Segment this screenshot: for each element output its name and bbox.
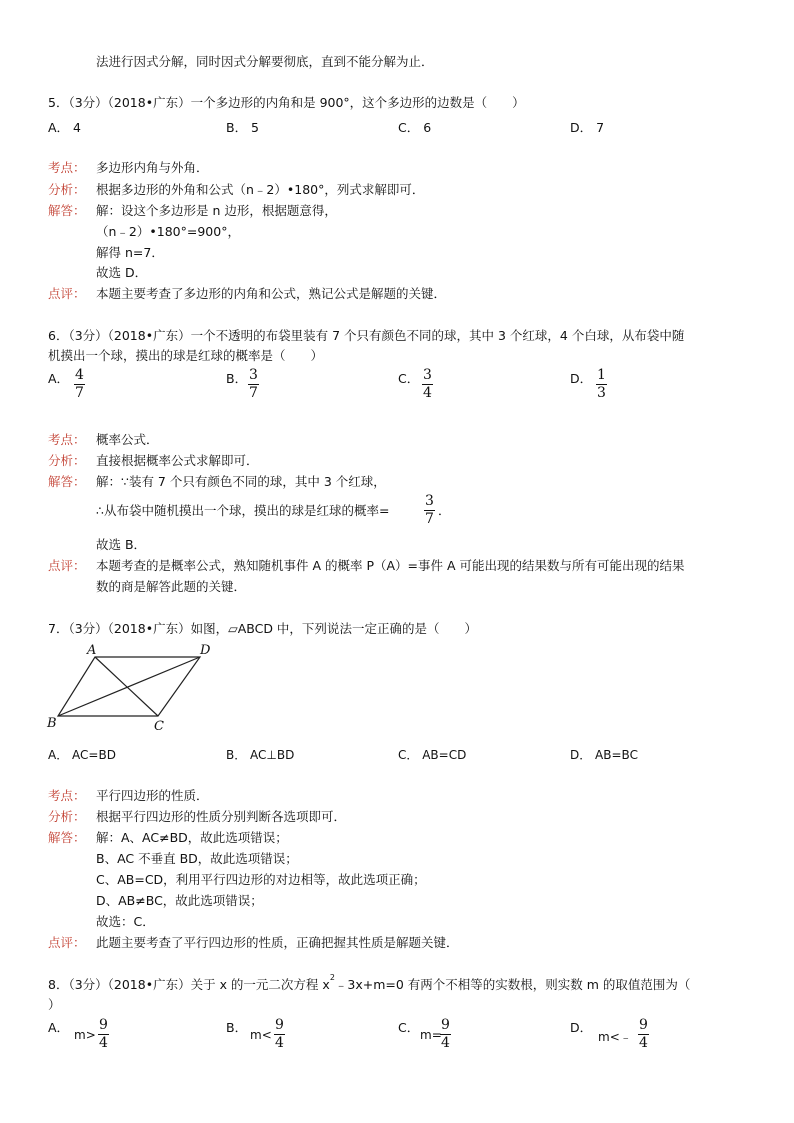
q8-option-a-letter: A． xyxy=(48,1020,70,1035)
q7-dianping-label: 点评： xyxy=(48,935,86,950)
q6-jieda-tail: ． xyxy=(438,503,451,518)
q5-jieda-line: （n﹣2）•180°=900°， xyxy=(96,224,240,239)
q8-option-a-fraction xyxy=(98,1017,109,1052)
q8-option-c-fraction xyxy=(440,1017,451,1052)
q8-stem-post: ﹣3x+m=0 有两个不相等的实数根，则实数 m 的取值范围为（ xyxy=(334,977,691,992)
q6-kaodian-label: 考点： xyxy=(48,432,86,447)
q6-jieda-line3: 故选 B． xyxy=(96,537,147,552)
fraction-numerator: 3 xyxy=(423,367,432,383)
q8-option-d-fraction xyxy=(638,1017,649,1052)
q8-stem-line2: ） xyxy=(48,997,61,1012)
q6-jieda-line2: ∴从布袋中随机摸出一个球，摸出的球是红球的概率= xyxy=(96,503,390,518)
q5-option-a: A． 4 xyxy=(48,120,81,135)
q8-stem-superscript: 2 xyxy=(329,973,335,982)
q6-fenxi: 直接根据概率公式求解即可． xyxy=(96,453,259,468)
q7-kaodian: 平行四边形的性质． xyxy=(96,788,209,803)
fraction-denominator: 7 xyxy=(75,385,84,401)
q6-option-c-fraction xyxy=(422,367,433,402)
q7-jieda-label: 解答： xyxy=(48,830,86,845)
q6-fenxi-label: 分析： xyxy=(48,453,86,468)
intro-line: 法进行因式分解，同时因式分解要彻底，直到不能分解为止． xyxy=(96,54,434,69)
q6-stem-line2: 机摸出一个球，摸出的球是红球的概率是（ ） xyxy=(48,348,324,363)
q5-dianping-label: 点评： xyxy=(48,286,86,301)
q6-option-c-letter: C． xyxy=(398,371,420,386)
q6-dianping-label: 点评： xyxy=(48,558,86,573)
fraction-denominator: 4 xyxy=(441,1035,450,1051)
q8-option-b-prefix: m< xyxy=(250,1028,272,1042)
q6-option-a-fraction xyxy=(74,367,85,402)
q5-option-d: D． 7 xyxy=(570,120,605,135)
q5-option-b: B． 5 xyxy=(226,120,260,135)
q5-kaodian-label: 考点： xyxy=(48,160,86,175)
q6-kaodian: 概率公式． xyxy=(96,432,159,447)
q8-option-d-prefix: m<﹣ xyxy=(598,1030,632,1044)
fraction-denominator: 3 xyxy=(597,385,606,401)
diagonal-ac xyxy=(95,657,158,716)
fraction-denominator: 4 xyxy=(423,385,432,401)
q7-jieda-line: C、AB=CD，利用平行四边形的对边相等，故此选项正确； xyxy=(96,872,426,887)
fraction-numerator: 9 xyxy=(275,1017,284,1033)
q6-option-d-fraction xyxy=(596,367,607,402)
q8-stem-pre: 8．（3分）（2018•广东）关于 x 的一元二次方程 x xyxy=(48,977,330,992)
q5-jieda-line: 解：设这个多边形是 n 边形，根据题意得， xyxy=(96,203,337,218)
fraction-denominator: 7 xyxy=(425,511,434,527)
fraction-numerator: 9 xyxy=(99,1017,108,1033)
q6-jieda-label: 解答： xyxy=(48,474,86,489)
vertex-a-label: A xyxy=(87,643,97,658)
q5-fenxi-label: 分析： xyxy=(48,182,86,197)
fraction-denominator: 4 xyxy=(639,1035,648,1051)
q5-jieda-label: 解答： xyxy=(48,203,86,218)
fraction-numerator: 9 xyxy=(441,1017,450,1033)
q5-stem: 5．（3分）（2018•广东）一个多边形的内角和是 900°，这个多边形的边数是（ ） xyxy=(48,95,525,110)
q6-jieda-fraction xyxy=(424,493,435,528)
q7-jieda-line: 解：A、AC≠BD，故此选项错误； xyxy=(96,830,288,845)
vertex-d-label: D xyxy=(200,643,211,658)
q8-option-d-letter: D． xyxy=(570,1020,593,1035)
q8-option-b-fraction xyxy=(274,1017,285,1052)
q6-option-b-fraction xyxy=(248,367,259,402)
q5-jieda-line: 解得 n=7． xyxy=(96,245,164,260)
q8-option-c-prefix: m= xyxy=(420,1028,442,1042)
q6-jieda-line1: 解：∵装有 7 个只有颜色不同的球，其中 3 个红球， xyxy=(96,474,386,489)
vertex-c-label: C xyxy=(154,719,164,734)
q7-option-a: A． AC=BD xyxy=(48,748,116,762)
fraction-numerator: 3 xyxy=(425,493,434,509)
q7-jieda-line: 故选：C． xyxy=(96,914,155,929)
q5-option-c: C． 6 xyxy=(398,120,432,135)
q7-option-b: B． AC⊥BD xyxy=(226,748,295,762)
q7-dianping: 此题主要考查了平行四边形的性质，正确把握其性质是解题关键． xyxy=(96,935,459,950)
fraction-denominator: 4 xyxy=(275,1035,284,1051)
q5-dianping: 本题主要考查了多边形的内角和公式，熟记公式是解题的关键． xyxy=(96,286,447,301)
q5-kaodian: 多边形内角与外角． xyxy=(96,160,209,175)
q5-jieda-line: 故选 D． xyxy=(96,265,148,280)
q6-dianping-line2: 数的商是解答此题的关键． xyxy=(96,579,247,594)
q7-fenxi: 根据平行四边形的性质分别判断各选项即可． xyxy=(96,809,347,824)
fraction-denominator: 4 xyxy=(99,1035,108,1051)
q8-stem-line1 xyxy=(48,975,690,993)
fraction-numerator: 1 xyxy=(597,367,606,383)
q8-option-a-prefix: m> xyxy=(74,1028,96,1042)
q7-option-d: D． AB=BC xyxy=(570,748,638,762)
q6-stem-line1: 6．（3分）（2018•广东）一个不透明的布袋里装有 7 个只有颜色不同的球，其中 3 个红球，4 个白球，从布袋中随 xyxy=(48,328,685,343)
q6-dianping-line1: 本题考查的是概率公式，熟知随机事件 A 的概率 P（A）=事件 A 可能出现的结果数与所有可能出现的结果 xyxy=(96,558,685,573)
q6-option-b-letter: B． xyxy=(226,371,248,386)
q7-stem: 7．（3分）（2018•广东）如图，▱ABCD 中，下列说法一定正确的是（ ） xyxy=(48,621,477,636)
fraction-denominator: 7 xyxy=(249,385,258,401)
q8-option-b-letter: B． xyxy=(226,1020,248,1035)
q7-jieda-line: D、AB≠BC，故此选项错误； xyxy=(96,893,263,908)
q5-fenxi: 根据多边形的外角和公式（n﹣2）•180°，列式求解即可． xyxy=(96,182,425,197)
q8-option-c-letter: C． xyxy=(398,1020,420,1035)
fraction-numerator: 9 xyxy=(639,1017,648,1033)
fraction-numerator: 3 xyxy=(249,367,258,383)
q6-option-a-letter: A． xyxy=(48,371,70,386)
q7-option-c: C． AB=CD xyxy=(398,748,467,762)
q7-fenxi-label: 分析： xyxy=(48,809,86,824)
q7-jieda-line: B、AC 不垂直 BD，故此选项错误； xyxy=(96,851,298,866)
vertex-b-label: B xyxy=(47,716,57,731)
q7-kaodian-label: 考点： xyxy=(48,788,86,803)
fraction-numerator: 4 xyxy=(75,367,84,383)
q6-option-d-letter: D． xyxy=(570,371,593,386)
parallelogram-figure xyxy=(40,640,230,736)
